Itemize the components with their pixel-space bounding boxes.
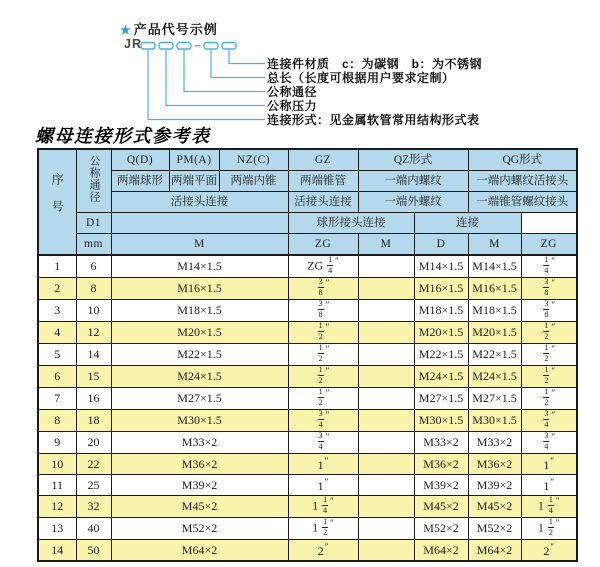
table-row bbox=[38, 496, 577, 518]
header-unit-m3: M bbox=[468, 234, 521, 256]
cell-qz-d: M14×1.5 bbox=[414, 255, 468, 278]
table-row bbox=[38, 432, 577, 454]
table-row bbox=[38, 255, 577, 278]
cell-m: M45×2 bbox=[111, 496, 288, 518]
cell-qz-d: M22×1.5 bbox=[414, 344, 468, 366]
cell-qg-m: M20×1.5 bbox=[468, 322, 521, 344]
cell-qz-m bbox=[358, 366, 414, 388]
table-row bbox=[38, 388, 577, 410]
cell-qg-zg: $\frac{1}{4}$ ″ bbox=[521, 255, 577, 278]
cell-gz: $\frac{3}{8}$ ″ bbox=[288, 300, 358, 322]
header-sub-qg: 一端内螺纹活接头 bbox=[468, 171, 577, 192]
cell-m: M24×1.5 bbox=[111, 366, 288, 388]
cell-qz-m bbox=[358, 344, 414, 366]
cell-gz: $\frac{1}{2}$ ″ bbox=[288, 344, 358, 366]
cell-m: M22×1.5 bbox=[111, 344, 288, 366]
cell-m: M20×1.5 bbox=[111, 322, 288, 344]
cell-seq: 6 bbox=[38, 366, 76, 388]
cell-qz-m bbox=[358, 475, 414, 496]
cell-qz-d: M45×2 bbox=[414, 496, 468, 518]
cell-qz-d: M18×1.5 bbox=[414, 300, 468, 322]
cell-mm: 16 bbox=[76, 388, 111, 410]
cell-m: M14×1.5 bbox=[111, 255, 288, 278]
cell-qg-zg: $\frac{1}{2}$ ″ bbox=[521, 388, 577, 410]
header-col-qz: QZ形式 bbox=[358, 149, 468, 171]
cell-qz-m bbox=[358, 432, 414, 454]
cell-gz: $\frac{1}{2}$ ″ bbox=[288, 388, 358, 410]
cell-qg-m: M45×2 bbox=[468, 496, 521, 518]
cell-qz-d: M24×1.5 bbox=[414, 366, 468, 388]
table-row bbox=[38, 454, 577, 475]
cell-qz-d: M27×1.5 bbox=[414, 388, 468, 410]
table-title: 螺母连接形式参考表 bbox=[35, 126, 211, 147]
cell-qz-m bbox=[358, 518, 414, 540]
table-row bbox=[38, 278, 577, 300]
cell-m: M27×1.5 bbox=[111, 388, 288, 410]
cell-qz-d: M39×2 bbox=[414, 475, 468, 496]
header-seq: 序号 bbox=[38, 149, 76, 255]
cell-qg-m: M24×1.5 bbox=[468, 366, 521, 388]
header-col-nz: NZ(C) bbox=[219, 149, 288, 171]
cell-qg-zg: $\frac{3}{4}$ ″ bbox=[521, 410, 577, 432]
code-label-material: 连接件材质 c：为碳钢 b：为不锈钢 bbox=[267, 57, 483, 71]
cell-seq: 13 bbox=[38, 518, 76, 540]
cell-m: M52×2 bbox=[111, 518, 288, 540]
cell-m: M16×1.5 bbox=[111, 278, 288, 300]
cell-qg-m: M18×1.5 bbox=[468, 300, 521, 322]
header-col-qg: QG形式 bbox=[468, 149, 577, 171]
cell-qg-m: M30×1.5 bbox=[468, 410, 521, 432]
cell-mm: 12 bbox=[76, 322, 111, 344]
cell-gz: $\frac{3}{4}$ ″ bbox=[288, 410, 358, 432]
cell-qz-d: M16×1.5 bbox=[414, 278, 468, 300]
cell-seq: 1 bbox=[38, 255, 76, 278]
cell-mm: 10 bbox=[76, 300, 111, 322]
cell-seq: 14 bbox=[38, 540, 76, 562]
cell-m: M39×2 bbox=[111, 475, 288, 496]
header-row4-qg: 连接 bbox=[414, 213, 521, 234]
cell-mm: 8 bbox=[76, 278, 111, 300]
cell-m: M18×1.5 bbox=[111, 300, 288, 322]
header-row4-empty bbox=[111, 213, 288, 234]
star-icon: ★ bbox=[120, 23, 132, 37]
header-unit-zg2: ZG bbox=[521, 234, 577, 256]
header-row3-left: 活接头连接 bbox=[111, 192, 288, 213]
table-row bbox=[38, 518, 577, 540]
cell-qz-d: M52×2 bbox=[414, 518, 468, 540]
header-unit-d: D bbox=[414, 234, 468, 256]
cell-qz-m bbox=[358, 322, 414, 344]
table-row bbox=[38, 540, 577, 562]
table-body bbox=[38, 255, 577, 561]
cell-mm: 14 bbox=[76, 344, 111, 366]
table-row bbox=[38, 366, 577, 388]
diagram-title-text: 产品代号示例 bbox=[133, 22, 218, 37]
cell-seq: 8 bbox=[38, 410, 76, 432]
cell-qz-m bbox=[358, 454, 414, 475]
cell-gz: $\frac{1}{2}$ ″ bbox=[288, 366, 358, 388]
cell-m: M36×2 bbox=[111, 454, 288, 475]
cell-qg-zg: 2″ bbox=[521, 540, 577, 562]
header-unit-mm: mm bbox=[76, 234, 111, 256]
cell-mm: 20 bbox=[76, 432, 111, 454]
cell-seq: 12 bbox=[38, 496, 76, 518]
cell-mm: 22 bbox=[76, 454, 111, 475]
cell-mm: 32 bbox=[76, 496, 111, 518]
cell-gz: $\frac{1}{2}$ ″ bbox=[288, 322, 358, 344]
cell-qz-m bbox=[358, 540, 414, 562]
cell-qg-zg: $\frac{3}{8}$ ″ bbox=[521, 278, 577, 300]
header-sub-gz: 两端锥管 bbox=[288, 171, 358, 192]
cell-gz: 1 $\frac{1}{4}$ ″ bbox=[288, 496, 358, 518]
table-row bbox=[38, 344, 577, 366]
cell-seq: 9 bbox=[38, 432, 76, 454]
cell-qz-m bbox=[358, 496, 414, 518]
cell-m: M33×2 bbox=[111, 432, 288, 454]
cell-qz-m bbox=[358, 278, 414, 300]
header-col-pm: PM(A) bbox=[169, 149, 219, 171]
cell-qg-zg: $\frac{3}{8}$ ″ bbox=[521, 300, 577, 322]
header-row3-qz: 一端外螺纹 bbox=[358, 192, 468, 213]
cell-seq: 4 bbox=[38, 322, 76, 344]
cell-gz: $\frac{3}{8}$ ″ bbox=[288, 278, 358, 300]
cell-mm: 6 bbox=[76, 255, 111, 278]
code-label-connection: 连接形式：见金属软管常用结构形式表 bbox=[267, 113, 480, 127]
cell-qg-m: M52×2 bbox=[468, 518, 521, 540]
cell-mm: 18 bbox=[76, 410, 111, 432]
cell-qz-d: M64×2 bbox=[414, 540, 468, 562]
cell-qg-zg: 1″ bbox=[521, 475, 577, 496]
cell-qg-m: M64×2 bbox=[468, 540, 521, 562]
cell-qg-zg: $\frac{3}{4}$ ″ bbox=[521, 432, 577, 454]
cell-qg-m: M33×2 bbox=[468, 432, 521, 454]
header-sub-nz: 两端内锥 bbox=[219, 171, 288, 192]
cell-qz-d: M36×2 bbox=[414, 454, 468, 475]
cell-seq: 10 bbox=[38, 454, 76, 475]
cell-seq: 11 bbox=[38, 475, 76, 496]
header-row3-qg: 一端锥管螺纹接头 bbox=[468, 192, 577, 213]
code-label-length: 总长（长度可根据用户要求定制） bbox=[267, 71, 455, 85]
cell-qg-m: M14×1.5 bbox=[468, 255, 521, 278]
header-sub-qz: 一端内螺纹 bbox=[358, 171, 468, 192]
cell-gz: ZG $\frac{1}{4}$ ″ bbox=[288, 255, 358, 278]
table-row bbox=[38, 410, 577, 432]
cell-qz-d: M33×2 bbox=[414, 432, 468, 454]
cell-qg-zg: 1″ bbox=[521, 454, 577, 475]
table-header bbox=[38, 149, 577, 255]
cell-mm: 15 bbox=[76, 366, 111, 388]
code-label-pressure: 公称压力 bbox=[267, 99, 318, 113]
table-row bbox=[38, 475, 577, 496]
header-nominal-diameter: 公称通径 bbox=[76, 149, 111, 213]
cell-qg-m: M27×1.5 bbox=[468, 388, 521, 410]
cell-m: M64×2 bbox=[111, 540, 288, 562]
header-unit-m2: M bbox=[358, 234, 414, 256]
cell-qz-m bbox=[358, 388, 414, 410]
header-sub-q: 两端球形 bbox=[111, 171, 169, 192]
cell-qg-zg: $\frac{1}{2}$ ″ bbox=[521, 344, 577, 366]
header-col-q: Q(D) bbox=[111, 149, 169, 171]
cell-qg-m: M36×2 bbox=[468, 454, 521, 475]
table-row bbox=[38, 322, 577, 344]
cell-gz: 1″ bbox=[288, 454, 358, 475]
cell-qg-zg: $\frac{1}{2}$ ″ bbox=[521, 322, 577, 344]
cell-mm: 25 bbox=[76, 475, 111, 496]
cell-qz-m bbox=[358, 255, 414, 278]
cell-gz: 1″ bbox=[288, 475, 358, 496]
cell-m: M30×1.5 bbox=[111, 410, 288, 432]
cell-qg-zg: $\frac{1}{2}$ ″ bbox=[521, 366, 577, 388]
header-unit-m1: M bbox=[111, 234, 288, 256]
cell-gz: 1 $\frac{1}{2}$ ″ bbox=[288, 518, 358, 540]
cell-seq: 7 bbox=[38, 388, 76, 410]
cell-seq: 5 bbox=[38, 344, 76, 366]
code-label-diameter: 公称通径 bbox=[267, 85, 318, 99]
table-row bbox=[38, 300, 577, 322]
header-col-gz: GZ bbox=[288, 149, 358, 171]
header-row3-gz: 活接头连接 bbox=[288, 192, 358, 213]
header-row4-qz: 球形接头连接 bbox=[288, 213, 414, 234]
cell-seq: 2 bbox=[38, 278, 76, 300]
cell-qg-m: M39×2 bbox=[468, 475, 521, 496]
cell-qz-d: M20×1.5 bbox=[414, 322, 468, 344]
nut-connection-reference-table bbox=[37, 148, 578, 562]
cell-qz-d: M30×1.5 bbox=[414, 410, 468, 432]
cell-qg-zg: 1 $\frac{1}{2}$ ″ bbox=[521, 518, 577, 540]
cell-qg-zg: 1 $\frac{1}{4}$ ″ bbox=[521, 496, 577, 518]
code-prefix: JR bbox=[124, 37, 142, 51]
cell-seq: 3 bbox=[38, 300, 76, 322]
cell-qg-m: M16×1.5 bbox=[468, 278, 521, 300]
cell-gz: 2″ bbox=[288, 540, 358, 562]
cell-mm: 50 bbox=[76, 540, 111, 562]
header-unit-zg1: ZG bbox=[288, 234, 358, 256]
cell-mm: 40 bbox=[76, 518, 111, 540]
header-d1: D1 bbox=[76, 213, 111, 234]
cell-gz: $\frac{3}{4}$ ″ bbox=[288, 432, 358, 454]
cell-qz-m bbox=[358, 410, 414, 432]
cell-qz-m bbox=[358, 300, 414, 322]
cell-qg-m: M22×1.5 bbox=[468, 344, 521, 366]
header-sub-pm: 两端平面 bbox=[169, 171, 219, 192]
